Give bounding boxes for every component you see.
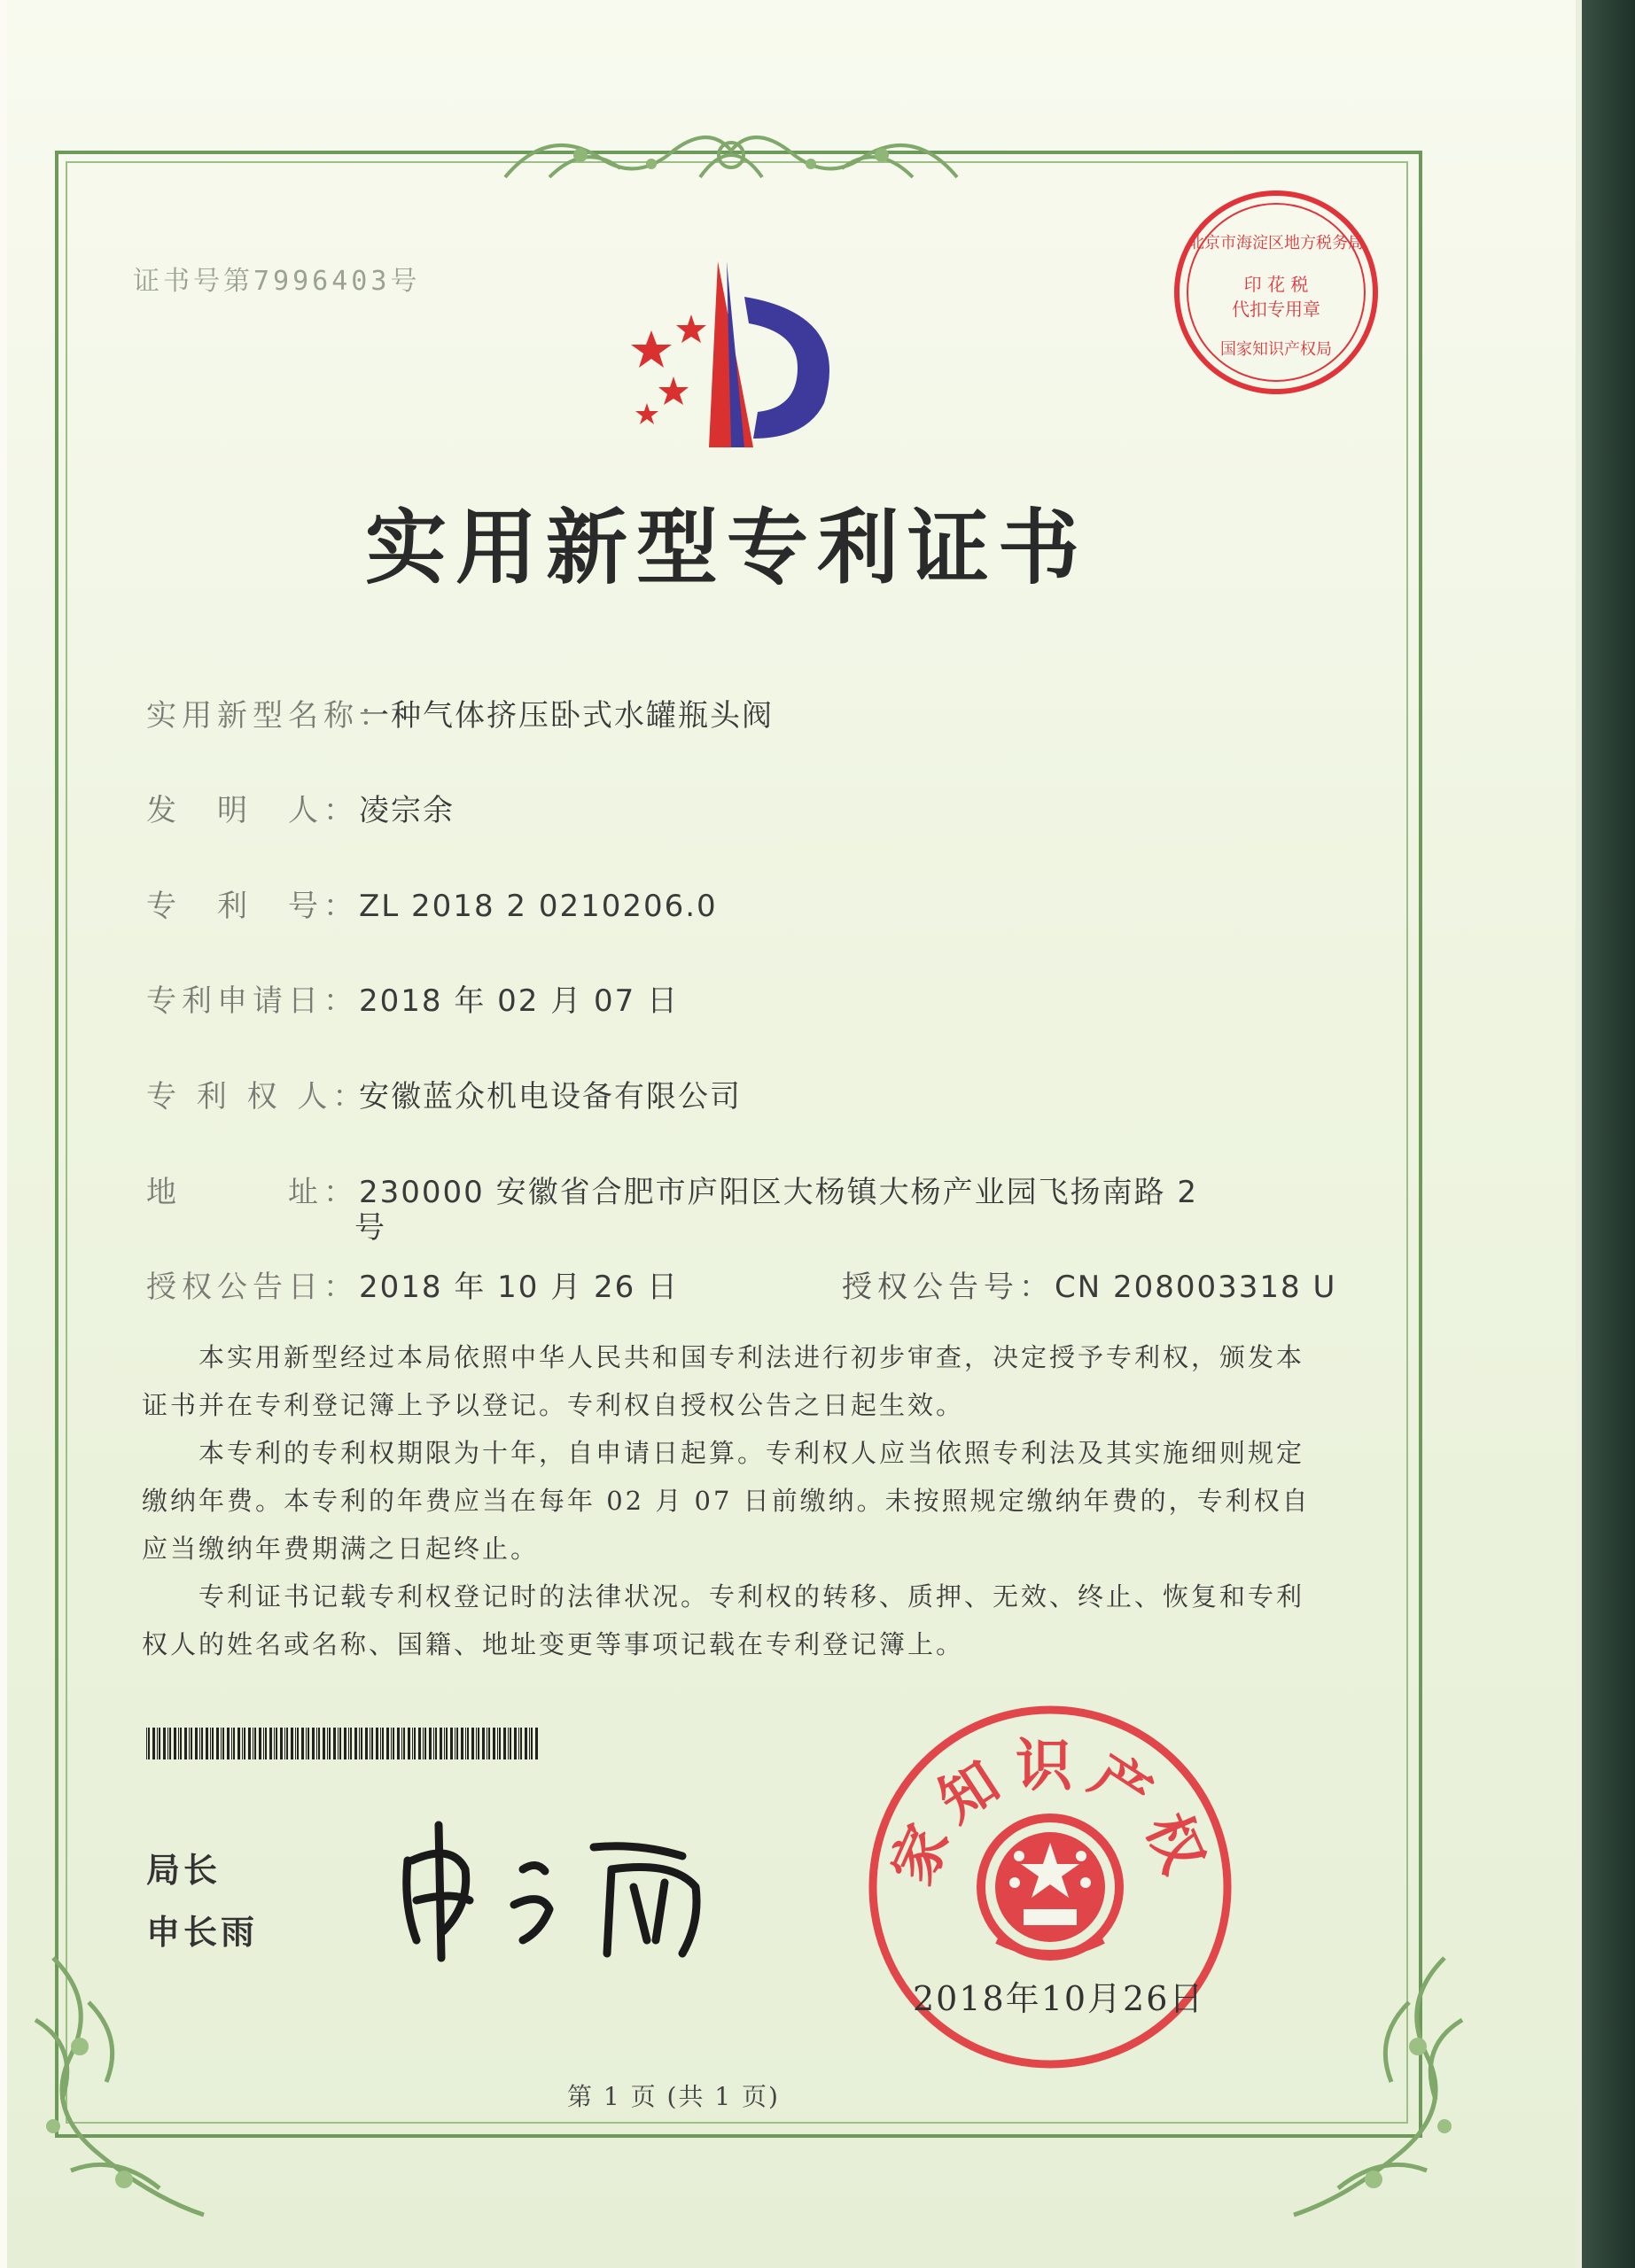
- field-value: CN 208003318 U: [1055, 1270, 1337, 1305]
- field-value: 安徽蓝众机电设备有限公司: [359, 1079, 742, 1115]
- field-patent-number: [146, 882, 718, 925]
- field-address: [146, 1168, 1198, 1211]
- field-label: 专 利 号：: [146, 889, 359, 924]
- field-utility-model-name: [146, 691, 774, 734]
- page-number: 第 1 页 (共 1 页): [567, 2082, 780, 2111]
- field-label: 发 明 人：: [146, 793, 359, 828]
- field-value: 凌宗余: [359, 793, 455, 828]
- director-name: 申长雨: [146, 1913, 259, 1952]
- field-patentee: [146, 1072, 742, 1115]
- body-text: [142, 1333, 1329, 1668]
- barcode-icon: [146, 1728, 541, 1759]
- address-continuation: 号: [354, 1210, 385, 1246]
- field-label: 实用新型名称：: [146, 698, 394, 734]
- body-paragraph: 本专利的专利权期限为十年，自申请日起算。专利权人应当依照专利法及其实施细则规定缴纳年费。本专利的年费应当在每年 02 月 07 日前缴纳。未按照规定缴纳年费的，专利权自应当缴纳年费期满之日起终止。: [142, 1438, 1311, 1564]
- body-paragraph: 专利证书记载专利权登记时的法律状况。专利权的转移、质押、无效、终止、恢复和专利权人的姓名或名称、国籍、地址变更等事项记载在专利登记簿上。: [142, 1581, 1305, 1659]
- tax-seal-icon: [1170, 186, 1382, 399]
- field-label: 专利申请日：: [146, 983, 359, 1019]
- field-label: 授权公告号：: [842, 1270, 1055, 1305]
- field-inventor: [146, 786, 455, 829]
- field-value: 230000 安徽省合肥市庐阳区大杨镇大杨产业园飞扬南路 2: [359, 1175, 1199, 1210]
- seal-date: 2018年10月26日: [913, 1979, 1205, 2018]
- field-value: ZL 2018 2 0210206.0: [359, 889, 718, 924]
- field-value: 一种气体挤压卧式水罐瓶头阀: [359, 698, 774, 734]
- certificate-title: 实用新型专利证书: [364, 500, 1088, 595]
- field-value: 2018 年 02 月 07 日: [359, 983, 680, 1019]
- certificate-number: 证书号第7996403号: [133, 266, 421, 297]
- tax-seal-center-line1: 印 花 税: [1243, 274, 1309, 295]
- tax-seal-center-line2: 代扣专用章: [1232, 299, 1320, 320]
- director-title: 局长: [146, 1851, 222, 1890]
- body-paragraph: 本实用新型经过本局依照中华人民共和国专利法进行初步审查，决定授予专利权，颁发本证书并在专利登记簿上予以登记。专利权自授权公告之日起生效。: [142, 1342, 1305, 1420]
- tax-seal-bottom-text: 国家知识产权局: [1220, 340, 1332, 359]
- field-label: 授权公告日：: [146, 1270, 359, 1305]
- tax-seal-ring-text: 北京市海淀区地方税务局: [1188, 234, 1364, 252]
- field-application-date: [146, 976, 679, 1020]
- top-ornament-icon: [496, 115, 966, 195]
- cnipa-logo-icon: [611, 261, 860, 456]
- seal-text: 家知识产权: [878, 1733, 1222, 1894]
- field-value: 2018 年 10 月 26 日: [359, 1270, 680, 1305]
- signature-icon: [390, 1807, 727, 1967]
- tax-seal: [1170, 186, 1382, 399]
- field-grant-date: [146, 1262, 679, 1306]
- scan-right-edge: [1582, 0, 1635, 2268]
- field-label: 地 址：: [146, 1175, 359, 1210]
- field-grant-number: [842, 1262, 1336, 1306]
- field-label: 专 利 权 人：: [146, 1079, 369, 1115]
